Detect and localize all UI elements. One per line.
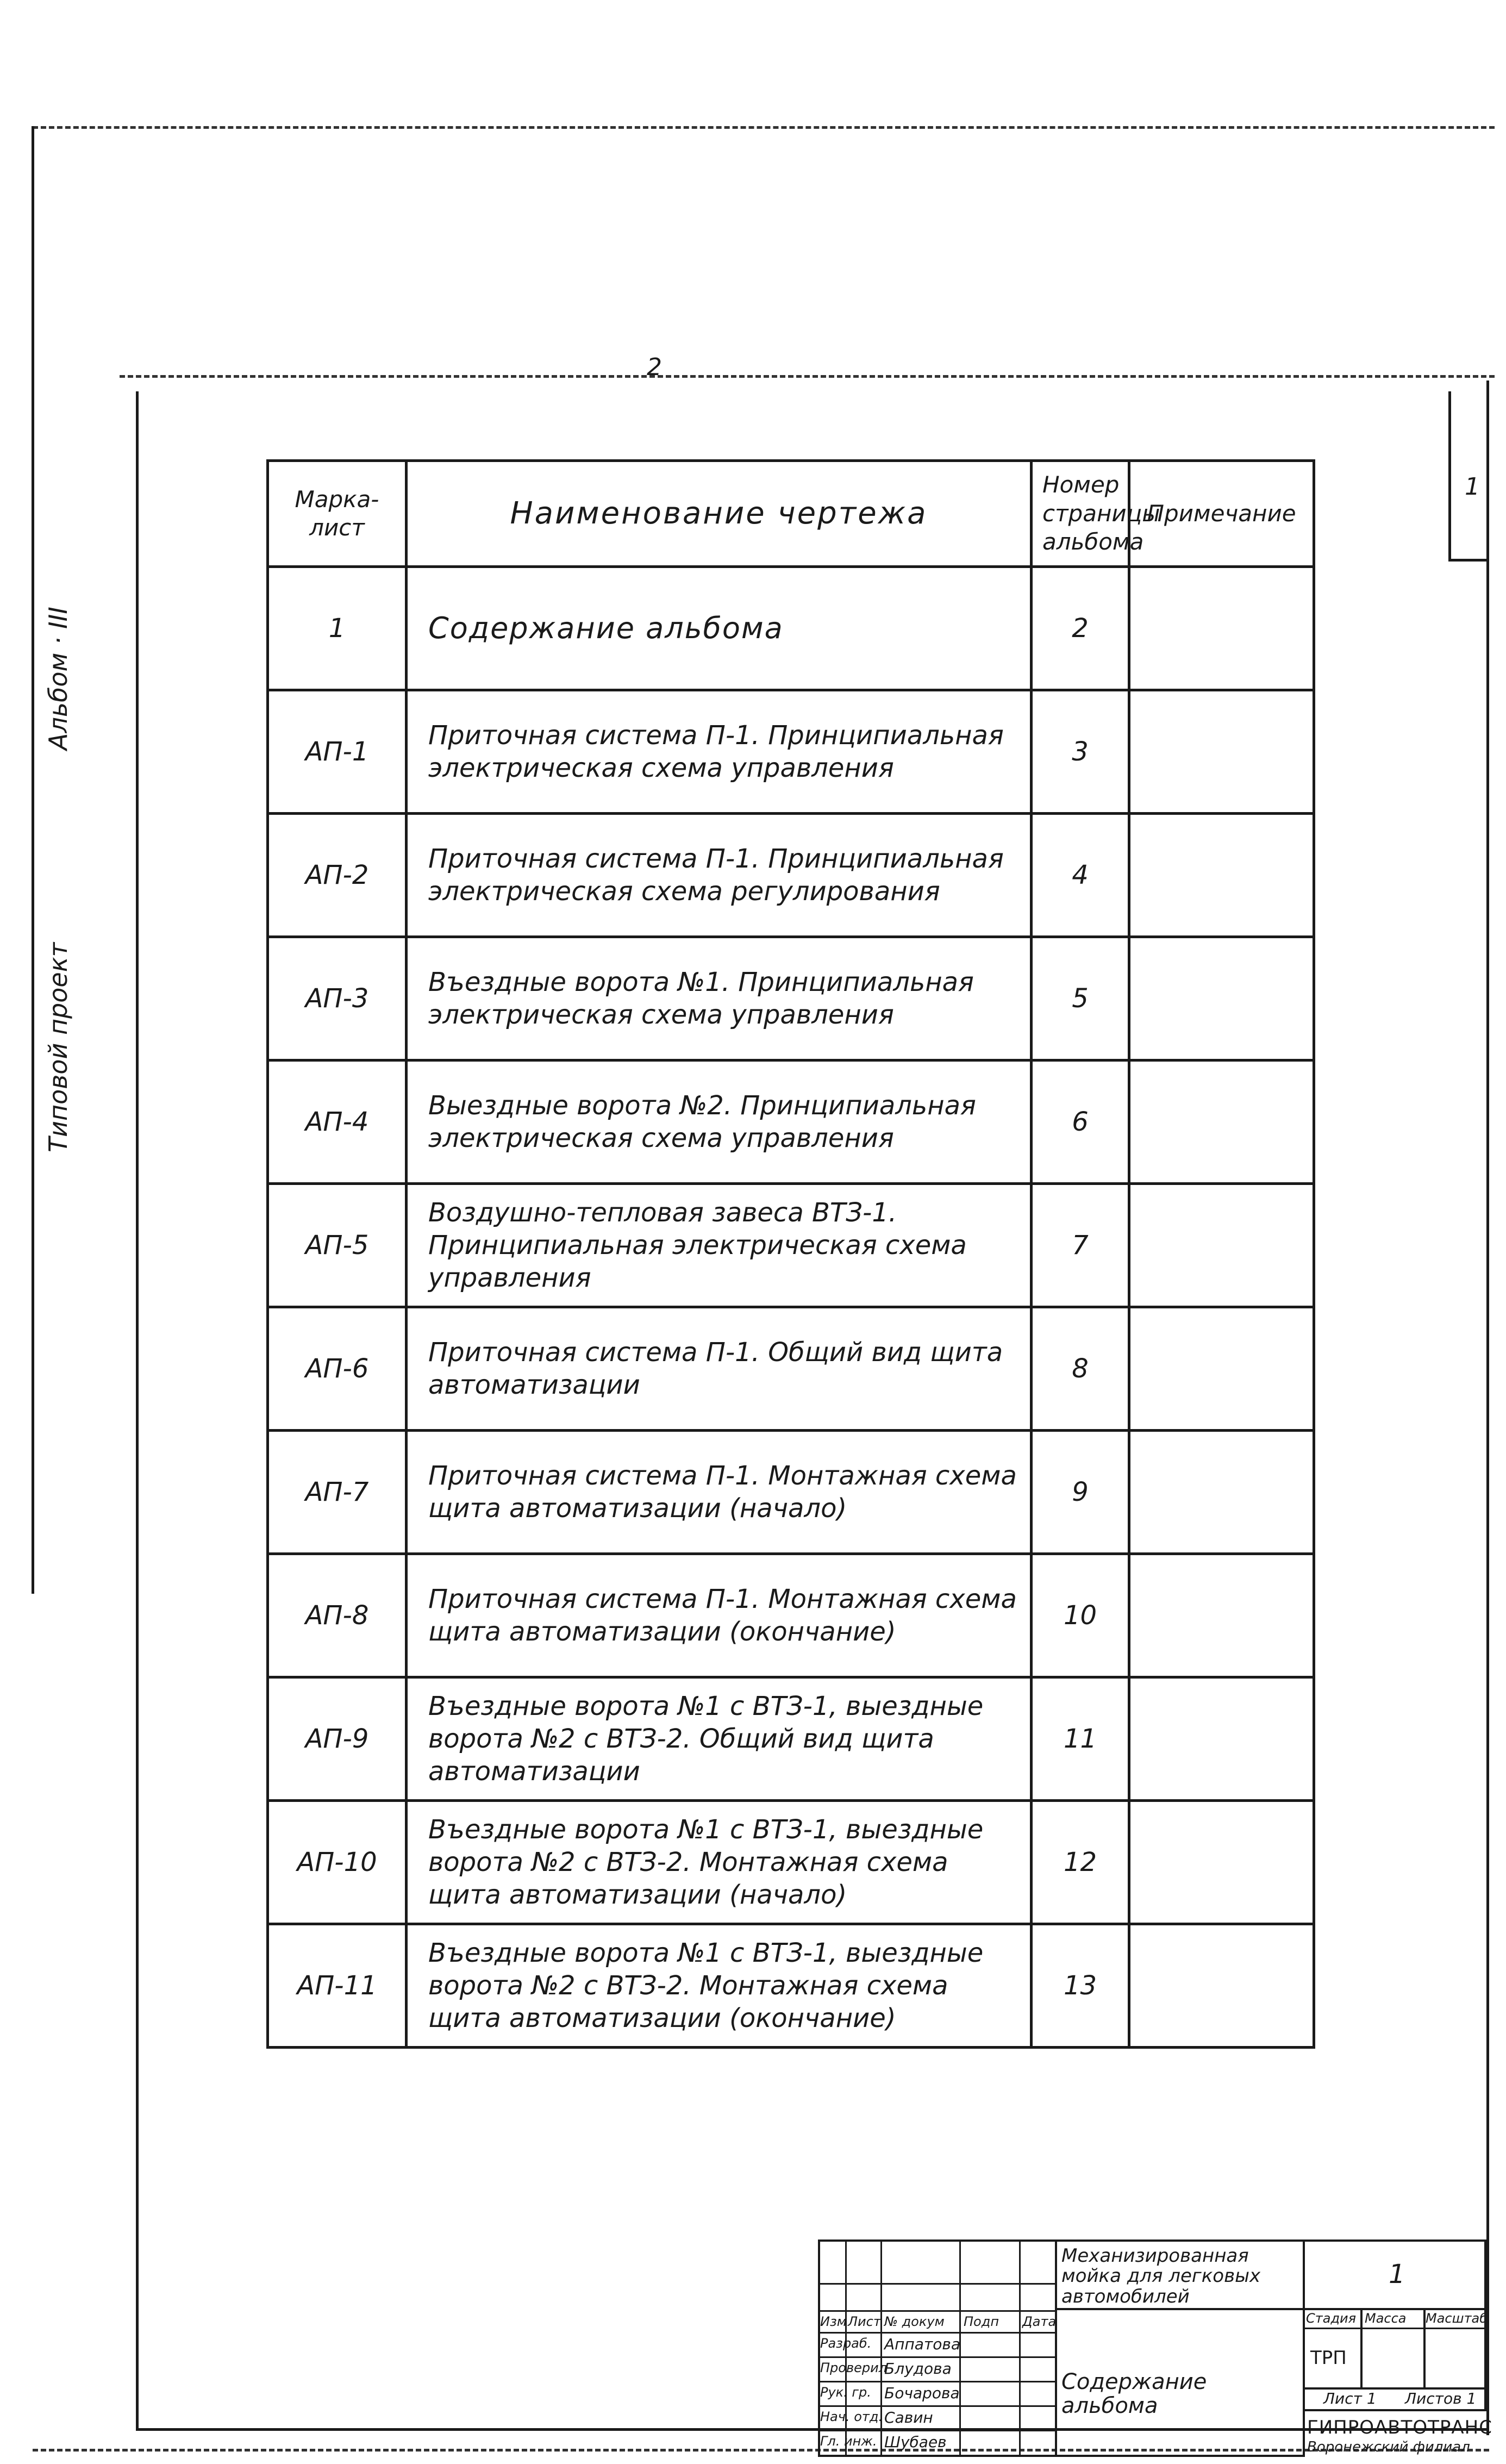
inner-right-border <box>1486 380 1489 2435</box>
table-row <box>268 814 1314 937</box>
table-row <box>268 690 1314 814</box>
row-note <box>1129 1061 1314 1184</box>
stage-label: Стадия <box>1306 2311 1357 2326</box>
row-title: Приточная система П-1. Монтажная схема щита автоматизации (окончание) <box>407 1554 1032 1677</box>
project-number: 1 <box>1389 2259 1405 2290</box>
outer-top-border <box>33 126 1495 129</box>
row-mark: АП-6 <box>268 1307 407 1431</box>
table-row <box>268 1061 1314 1184</box>
inner-top-border <box>120 375 1495 378</box>
grid-line <box>818 2356 1057 2358</box>
stage-value: ТРП <box>1310 2347 1347 2369</box>
role-name: Савин <box>884 2409 933 2426</box>
row-note <box>1129 814 1314 937</box>
table-row <box>268 1431 1314 1554</box>
stage-row-divider <box>1303 2328 1486 2329</box>
corner-box-bottom <box>1448 559 1489 562</box>
table-row <box>268 1307 1314 1431</box>
row-note <box>1129 567 1314 690</box>
grid-line <box>818 2332 1057 2334</box>
grid-line <box>818 2381 1057 2382</box>
column-header-note: Примечание <box>1129 461 1314 567</box>
row-mark: АП-3 <box>268 937 407 1061</box>
row-title: Приточная система П-1. Принципиальная электрическая схема управления <box>407 690 1032 814</box>
table-row <box>268 1554 1314 1677</box>
grid-line <box>818 2310 1057 2312</box>
corner-box-left <box>1448 391 1451 560</box>
row-note <box>1129 1307 1314 1431</box>
row-page: 3 <box>1032 690 1129 814</box>
row-note <box>1129 1924 1314 2048</box>
table-header-row <box>268 461 1314 567</box>
row-mark: АП-8 <box>268 1554 407 1677</box>
row-title: Выездные ворота №2. Принципиальная электрическая схема управления <box>407 1061 1032 1184</box>
album-label: Альбом · III <box>43 607 73 750</box>
row-page: 12 <box>1032 1801 1129 1924</box>
role-name: Бочарова <box>884 2384 960 2402</box>
row-page: 11 <box>1032 1677 1129 1801</box>
row-title: Въездные ворота №1. Принципиальная электрическая схема управления <box>407 937 1032 1061</box>
outer-left-border <box>32 126 34 1594</box>
project-name: Механизированная мойка для легковых автомобилей <box>1061 2245 1261 2307</box>
mass-label: Масса <box>1365 2311 1407 2326</box>
column-header-page: Номер страницы альбома <box>1032 461 1129 567</box>
role-label: Рук. гр. <box>820 2385 871 2400</box>
role-name: Блудова <box>884 2360 952 2378</box>
table-row <box>268 937 1314 1061</box>
inner-left-border <box>136 391 139 2430</box>
row-title: Въездные ворота №1 с ВТЗ-1, выездные ворота №2 с ВТЗ-2. Общий вид щита автоматизации <box>407 1677 1032 1801</box>
column-header-mark: Марка-лист <box>268 461 407 567</box>
row-mark: АП-9 <box>268 1677 407 1801</box>
grid-line <box>880 2240 882 2457</box>
row-mark: АП-10 <box>268 1801 407 1924</box>
row-title: Воздушно-тепловая завеса ВТЗ-1. Принципиальная электрическая схема управления <box>407 1184 1032 1307</box>
row-note <box>1129 1801 1314 1924</box>
col-list: Лист <box>848 2314 881 2329</box>
row-title: Въездные ворота №1 с ВТЗ-1, выездные ворота №2 с ВТЗ-2. Монтажная схема щита автоматизации (окончание) <box>407 1924 1032 2048</box>
branch: Воронежский филиал <box>1307 2439 1470 2455</box>
organization: ГИПРОАВТОТРАНС <box>1307 2417 1492 2438</box>
row-mark: АП-1 <box>268 690 407 814</box>
project-label: Типовой проект <box>43 942 73 1152</box>
sheets-label: Листов 1 <box>1405 2390 1477 2407</box>
role-name: Шубаев <box>884 2433 947 2451</box>
row-page: 5 <box>1032 937 1129 1061</box>
row-page: 13 <box>1032 1924 1129 2048</box>
row-page: 7 <box>1032 1184 1129 1307</box>
table-row <box>268 1184 1314 1307</box>
row-title: Приточная система П-1. Монтажная схема щита автоматизации (начало) <box>407 1431 1032 1554</box>
corner-mark: 1 <box>1465 473 1480 501</box>
table-row <box>268 1677 1314 1801</box>
sheet-label: Лист 1 <box>1323 2390 1377 2407</box>
top-sheet-number: 2 <box>647 353 662 381</box>
row-note <box>1129 937 1314 1061</box>
col-date: Дата <box>1022 2314 1057 2329</box>
row-title: Приточная система П-1. Принципиальная электрическая схема регулирования <box>407 814 1032 937</box>
row-note <box>1129 1431 1314 1554</box>
row-note <box>1129 690 1314 814</box>
grid-line <box>818 2430 1057 2431</box>
role-name: Аппатова <box>884 2335 961 2353</box>
row-mark: 1 <box>268 567 407 690</box>
row-title: Содержание альбома <box>407 567 1032 690</box>
grid-line <box>818 2283 1057 2285</box>
row-mark: АП-4 <box>268 1061 407 1184</box>
row-mark: АП-7 <box>268 1431 407 1554</box>
col-doc: № докум <box>884 2314 945 2329</box>
row-page: 6 <box>1032 1061 1129 1184</box>
row-page: 8 <box>1032 1307 1129 1431</box>
column-header-title: Наименование чертежа <box>407 461 1032 567</box>
title-block <box>818 2240 1492 2457</box>
col-izm: Изм <box>820 2314 847 2329</box>
grid-line <box>818 2405 1057 2407</box>
row-page: 9 <box>1032 1431 1129 1554</box>
row-page: 10 <box>1032 1554 1129 1677</box>
row-mark: АП-2 <box>268 814 407 937</box>
role-label: Гл. инж. <box>820 2434 877 2449</box>
doc-title: Содержание альбома <box>1061 2369 1207 2418</box>
col-sign: Подп <box>964 2314 999 2329</box>
row-mark: АП-5 <box>268 1184 407 1307</box>
grid-line <box>1019 2240 1021 2457</box>
table-row <box>268 1924 1314 2048</box>
table-row <box>268 1801 1314 1924</box>
scale-label: Масштаб <box>1426 2311 1488 2326</box>
row-note <box>1129 1677 1314 1801</box>
table-row <box>268 567 1314 690</box>
role-label: Нач. отд. <box>820 2409 883 2424</box>
row-title: Приточная система П-1. Общий вид щита автоматизации <box>407 1307 1032 1431</box>
row-mark: АП-11 <box>268 1924 407 2048</box>
row-page: 2 <box>1032 567 1129 690</box>
role-label: Проверил <box>820 2360 888 2375</box>
contents-table <box>266 459 1315 2049</box>
row-page: 4 <box>1032 814 1129 937</box>
row-note <box>1129 1554 1314 1677</box>
row-note <box>1129 1184 1314 1307</box>
row-title: Въездные ворота №1 с ВТЗ-1, выездные ворота №2 с ВТЗ-2. Монтажная схема щита автоматизации (начало) <box>407 1801 1032 1924</box>
role-label: Разраб. <box>820 2336 872 2351</box>
